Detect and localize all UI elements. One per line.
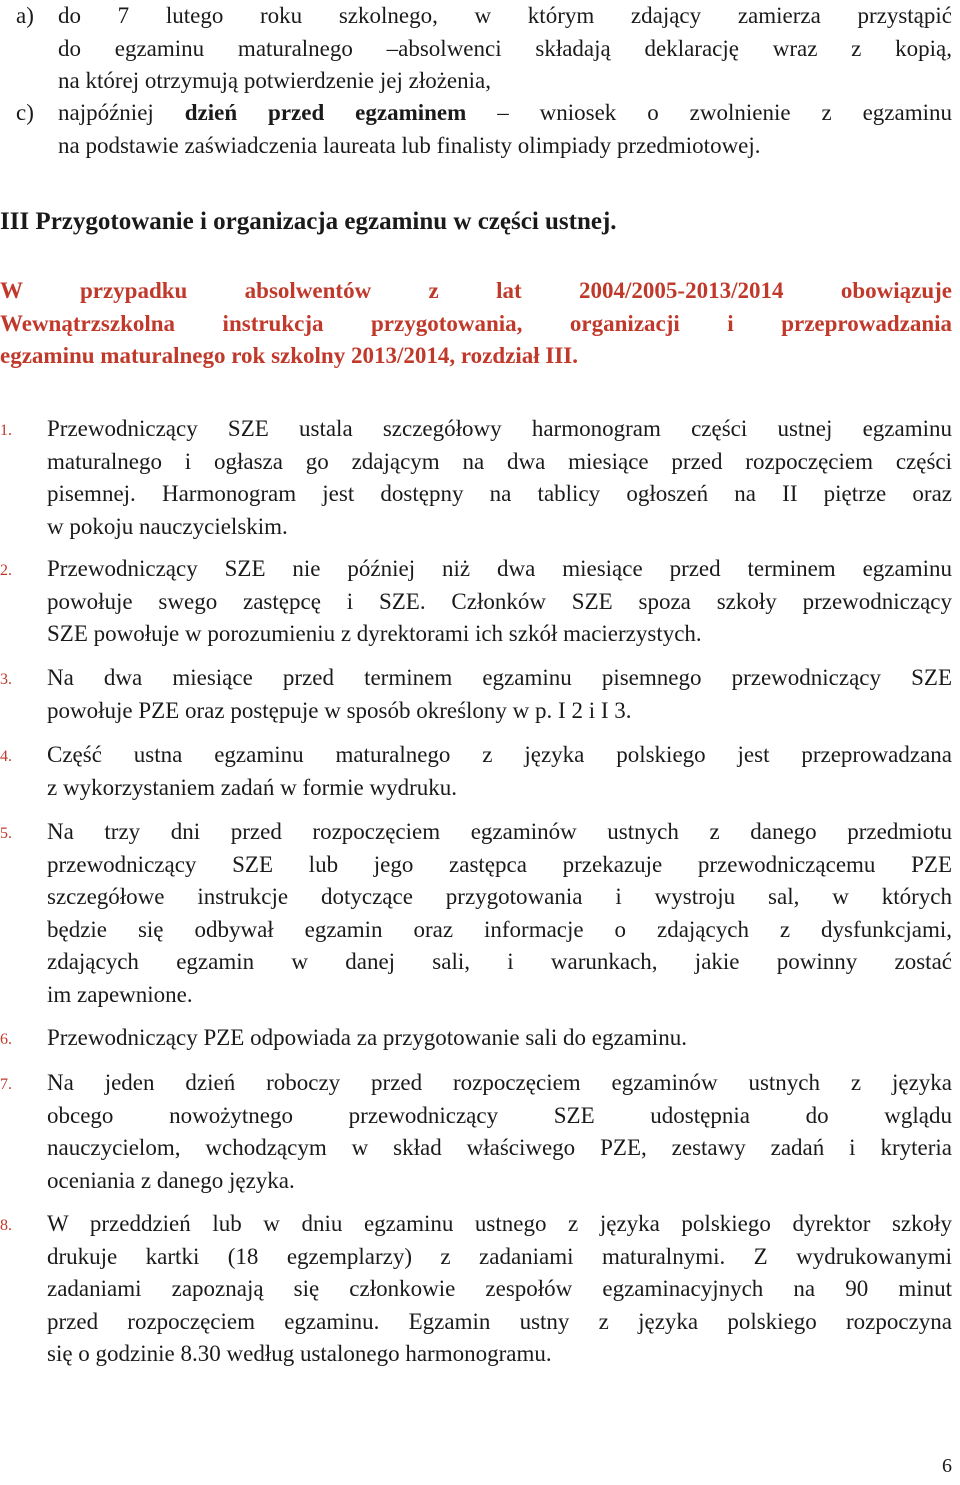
text-line: W przeddzień lub w dniu egzaminu ustnego z języka polskiego dyrektor szkoły [47, 1211, 952, 1236]
list-item-1 [0, 413, 952, 543]
text-line [58, 97, 952, 130]
text-line: SZE powołuje w porozumieniu z dyrektorami ich szkół macierzystych. [47, 621, 702, 646]
text-line: obcego nowożytnego przewodniczący SZE udostępnia do wglądu [47, 1102, 952, 1128]
list-marker: c) [16, 100, 34, 125]
item-number: 2. [0, 562, 12, 579]
text-line: powołuje PZE oraz postępuje w sposób określony w p. I 2 i I 3. [47, 697, 632, 723]
text-line: Przewodniczący SZE ustala szczegółowy harmonogram części ustnej egzaminu [47, 416, 952, 441]
text-line: Przewodniczący PZE odpowiada za przygotowanie sali do egzaminu. [47, 1025, 687, 1050]
section-heading: III Przygotowanie i organizacja egzaminu w części ustnej. [0, 208, 617, 235]
item-number: 7. [0, 1076, 12, 1093]
list-item-3 [0, 662, 952, 727]
text-line: będzie się odbywał egzamin oraz informacje o zdających z dysfunkcjami, [47, 916, 952, 942]
list-item-4 [0, 739, 952, 804]
text-span: najpóźniej [58, 100, 185, 125]
item-number: 8. [0, 1217, 12, 1234]
text-line: Na dwa miesiące przed terminem egzaminu pisemnego przewodniczący SZE [47, 665, 952, 690]
list-marker: a) [16, 3, 34, 28]
text-line: się o godzinie 8.30 według ustalonego harmonogramu. [47, 1341, 552, 1366]
list-item-a [16, 0, 952, 98]
text-line: w pokoju nauczycielskim. [47, 513, 288, 539]
text-line: pisemnej. Harmonogram jest dostępny na tablicy ogłoszeń na II piętrze oraz [47, 481, 952, 506]
item-number: 5. [0, 825, 12, 842]
text-line: szczegółowe instrukcje dotyczące przygotowania i wystroju sal, w których [47, 884, 952, 909]
text-line: zdających egzamin w danej sali, i warunkach, jakie powinny zostać [47, 949, 952, 974]
note-paragraph [0, 275, 952, 373]
text-line: Część ustna egzaminu maturalnego z języka polskiego jest przeprowadzana [47, 742, 952, 767]
text-span: – wniosek o zwolnienie z egzaminu [466, 100, 952, 125]
text-line: Na trzy dni przed rozpoczęciem egzaminów ustnych z danego przedmiotu [47, 819, 952, 844]
bold-text: dzień przed egzaminem [184, 100, 467, 125]
text-line: powołuje swego zastępcę i SZE. Członków SZE spoza szkoły przewodniczący [47, 588, 952, 614]
text-line: im zapewnione. [47, 981, 193, 1007]
item-number: 1. [0, 422, 12, 439]
list-item-2 [0, 553, 952, 651]
text-line: oceniania z danego języka. [47, 1167, 295, 1193]
note-line: W przypadku absolwentów z lat 2004/2005-2013/2014 obowiązuje [0, 278, 952, 303]
list-item-6 [0, 1022, 952, 1055]
text-line: do 7 lutego roku szkolnego, w którym zdający zamierza przystąpić [58, 3, 952, 28]
text-line: przed rozpoczęciem egzaminu. Egzamin ustny z języka polskiego rozpoczyna [47, 1308, 952, 1334]
text-line: nauczycielom, wchodzącym w skład właściwego PZE, zestawy zadań i kryteria [47, 1135, 952, 1160]
item-number: 4. [0, 748, 12, 765]
list-item-5 [0, 816, 952, 1011]
note-line: egzaminu maturalnego rok szkolny 2013/2014, rozdział III. [0, 343, 578, 368]
text-line: na której otrzymują potwierdzenie jej złożenia, [58, 68, 491, 93]
page-number: 6 [942, 1455, 952, 1477]
list-item-7 [0, 1067, 952, 1197]
text-line: Przewodniczący SZE nie później niż dwa miesiące przed terminem egzaminu [47, 556, 952, 581]
item-number: 3. [0, 671, 12, 688]
text-line: z wykorzystaniem zadań w formie wydruku. [47, 774, 458, 800]
text-line: przewodniczący SZE lub jego zastępca przekazuje przewodniczącemu PZE [47, 851, 952, 877]
text-line: zadaniami zapoznają się członkowie zespołów egzaminacyjnych na 90 minut [47, 1276, 952, 1301]
list-item-c [16, 97, 952, 162]
text-line: Na jeden dzień roboczy przed rozpoczęciem egzaminów ustnych z języka [47, 1070, 952, 1095]
text-line: drukuje kartki (18 egzemplarzy) z zadaniami maturalnymi. Z wydrukowanymi [47, 1243, 952, 1269]
text-line: do egzaminu maturalnego –absolwenci składają deklarację wraz z kopią, [58, 35, 952, 61]
list-item-8 [0, 1208, 952, 1371]
text-line: maturalnego i ogłasza go zdającym na dwa miesiące przed rozpoczęciem części [47, 448, 952, 474]
item-number: 6. [0, 1031, 12, 1048]
text-line: na podstawie zaświadczenia laureata lub finalisty olimpiady przedmiotowej. [58, 132, 761, 158]
note-line: Wewnątrzszkolna instrukcja przygotowania, organizacji i przeprowadzania [0, 310, 952, 336]
